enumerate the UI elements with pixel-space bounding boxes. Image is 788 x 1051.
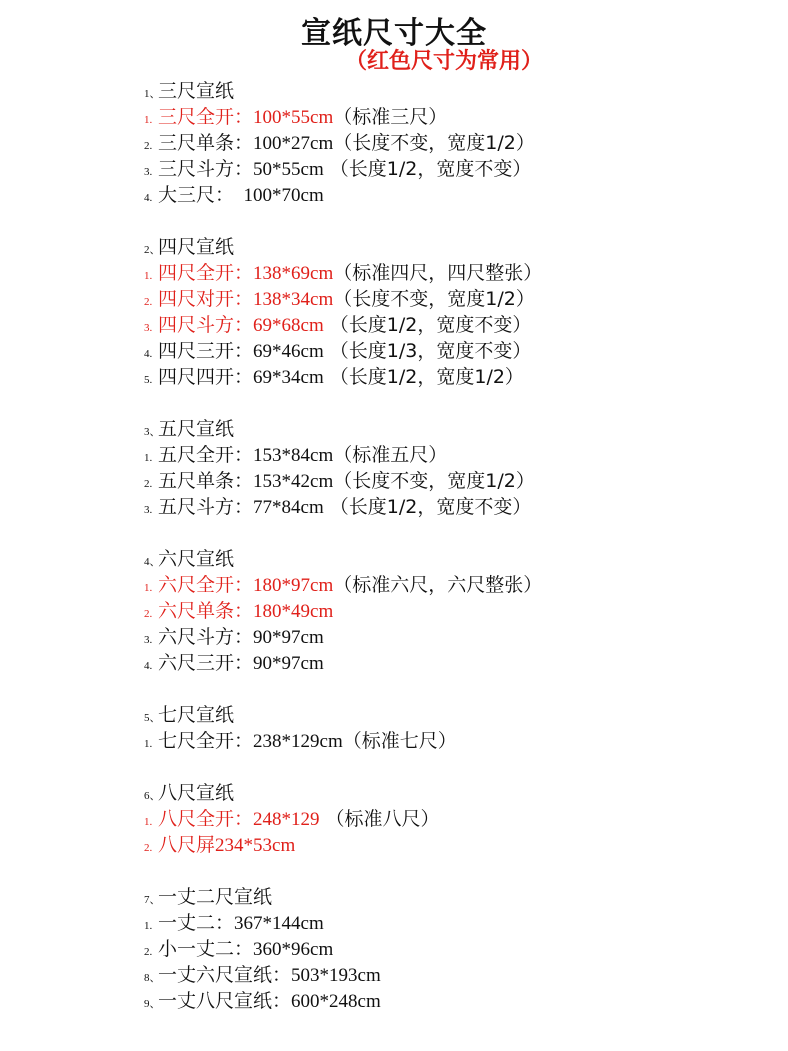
page-title: 宣纸尺寸大全 xyxy=(301,16,487,51)
item-size: 238*129cm xyxy=(253,731,343,752)
item-name: 六尺斗方： xyxy=(158,626,254,648)
item-size: 69*34cm xyxy=(253,367,324,388)
item-note: （标准三尺） xyxy=(333,106,448,128)
item-note: （长度1/2，宽度1/2） xyxy=(323,366,524,388)
item-name: 一丈八尺宣纸： xyxy=(158,990,292,1012)
item-name: 五尺全开： xyxy=(158,444,254,466)
item-size: 50*55cm xyxy=(253,159,324,180)
list-item xyxy=(144,962,542,988)
item-number: 4. xyxy=(144,192,153,204)
item-size: 180*49cm xyxy=(253,601,334,622)
section-title: 三尺宣纸 xyxy=(158,80,235,102)
list-item xyxy=(144,832,542,858)
item-name: 六尺三开： xyxy=(158,652,254,674)
item-name: 六尺单条： xyxy=(158,600,254,622)
item-note: （长度1/2，宽度不变） xyxy=(323,314,532,336)
item-size: 90*97cm xyxy=(253,627,324,648)
section-title: 七尺宣纸 xyxy=(158,704,235,726)
section-number: 7、 xyxy=(144,894,161,906)
section-heading xyxy=(144,884,542,910)
section-number: 1、 xyxy=(144,88,161,100)
list-item xyxy=(144,988,542,1014)
section-title: 四尺宣纸 xyxy=(158,236,235,258)
item-size: 138*69cm xyxy=(253,263,334,284)
section-spacer xyxy=(144,858,542,884)
item-name: 五尺单条： xyxy=(158,470,254,492)
item-note: （长度不变，宽度1/2） xyxy=(333,470,535,492)
section-number: 5、 xyxy=(144,712,161,724)
item-number: 9、 xyxy=(144,998,161,1010)
item-note: （长度1/2，宽度不变） xyxy=(323,496,532,518)
item-name: 一丈六尺宣纸： xyxy=(158,964,292,986)
list-item xyxy=(144,598,542,624)
item-number: 2. xyxy=(144,608,153,620)
item-number: 3. xyxy=(144,504,153,516)
item-size: 248*129 xyxy=(253,809,320,830)
section-spacer xyxy=(144,754,542,780)
page-subtitle: （红色尺寸为常用） xyxy=(344,49,543,74)
item-size: 90*97cm xyxy=(253,653,324,674)
item-name: 三尺全开： xyxy=(158,106,254,128)
item-number: 3. xyxy=(144,634,153,646)
item-note: （长度不变，宽度1/2） xyxy=(333,288,535,310)
list-item xyxy=(144,286,542,312)
item-name: 三尺单条： xyxy=(158,132,254,154)
item-number: 4. xyxy=(144,348,153,360)
item-note: （标准六尺，六尺整张） xyxy=(333,574,543,596)
item-name: 四尺三开： xyxy=(158,340,254,362)
item-name: 四尺斗方： xyxy=(158,314,254,336)
item-note: （标准五尺） xyxy=(333,444,448,466)
list-item xyxy=(144,936,542,962)
item-note: （长度1/2，宽度不变） xyxy=(323,158,532,180)
list-item xyxy=(144,260,542,286)
item-name: 八尺全开： xyxy=(158,808,254,830)
size-list xyxy=(144,78,542,1014)
section-number: 3、 xyxy=(144,426,161,438)
list-item xyxy=(144,364,542,390)
section-heading xyxy=(144,416,542,442)
item-name: 三尺斗方： xyxy=(158,158,254,180)
section-title: 八尺宣纸 xyxy=(158,782,235,804)
list-item xyxy=(144,650,542,676)
item-number: 2. xyxy=(144,140,153,152)
item-number: 1. xyxy=(144,270,153,282)
section-heading xyxy=(144,780,542,806)
list-item xyxy=(144,442,542,468)
list-item xyxy=(144,338,542,364)
list-item xyxy=(144,728,542,754)
item-note: （标准七尺） xyxy=(342,730,457,752)
item-size: 180*97cm xyxy=(253,575,334,596)
item-name: 八尺屏 xyxy=(158,834,216,856)
section-title: 六尺宣纸 xyxy=(158,548,235,570)
list-item xyxy=(144,624,542,650)
list-item xyxy=(144,494,542,520)
list-item xyxy=(144,182,542,208)
section-heading xyxy=(144,702,542,728)
item-note: （长度1/3，宽度不变） xyxy=(323,340,532,362)
item-number: 5. xyxy=(144,374,153,386)
item-note: （标准四尺，四尺整张） xyxy=(333,262,543,284)
section-spacer xyxy=(144,390,542,416)
item-number: 4. xyxy=(144,660,153,672)
item-size: 153*84cm xyxy=(253,445,334,466)
item-name: 大三尺： xyxy=(158,184,235,206)
item-number: 8、 xyxy=(144,972,161,984)
item-size: 138*34cm xyxy=(253,289,334,310)
item-number: 3. xyxy=(144,166,153,178)
item-number: 2. xyxy=(144,478,153,490)
item-number: 1. xyxy=(144,816,153,828)
item-note: （长度不变，宽度1/2） xyxy=(333,132,535,154)
section-number: 4、 xyxy=(144,556,161,568)
item-name: 四尺对开： xyxy=(158,288,254,310)
item-size: 360*96cm xyxy=(253,939,334,960)
list-item xyxy=(144,156,542,182)
section-number: 6、 xyxy=(144,790,161,802)
list-item xyxy=(144,910,542,936)
section-number: 2、 xyxy=(144,244,161,256)
section-heading xyxy=(144,234,542,260)
item-size: 600*248cm xyxy=(291,991,381,1012)
item-number: 2. xyxy=(144,842,153,854)
item-number: 1. xyxy=(144,452,153,464)
item-size: 77*84cm xyxy=(253,497,324,518)
item-number: 1. xyxy=(144,582,153,594)
item-note: （标准八尺） xyxy=(319,808,440,830)
item-name: 七尺全开： xyxy=(158,730,254,752)
item-number: 2. xyxy=(144,946,153,958)
item-size: 69*68cm xyxy=(253,315,324,336)
section-title: 一丈二尺宣纸 xyxy=(158,886,273,908)
item-number: 1. xyxy=(144,738,153,750)
list-item xyxy=(144,312,542,338)
item-name: 小一丈二： xyxy=(158,938,254,960)
item-number: 2. xyxy=(144,296,153,308)
item-size: 153*42cm xyxy=(253,471,334,492)
list-item xyxy=(144,572,542,598)
section-spacer xyxy=(144,520,542,546)
item-size: 69*46cm xyxy=(253,341,324,362)
item-name: 四尺四开： xyxy=(158,366,254,388)
item-name: 六尺全开： xyxy=(158,574,254,596)
section-spacer xyxy=(144,676,542,702)
section-spacer xyxy=(144,208,542,234)
section-title: 五尺宣纸 xyxy=(158,418,235,440)
item-number: 1. xyxy=(144,114,153,126)
section-heading xyxy=(144,546,542,572)
item-size: 100*27cm xyxy=(253,133,334,154)
item-name: 一丈二： xyxy=(158,912,235,934)
item-size: 503*193cm xyxy=(291,965,381,986)
item-size: 100*70cm xyxy=(234,185,324,206)
item-number: 1. xyxy=(144,920,153,932)
list-item xyxy=(144,806,542,832)
item-number: 3. xyxy=(144,322,153,334)
item-size: 100*55cm xyxy=(253,107,334,128)
list-item xyxy=(144,130,542,156)
item-name: 四尺全开： xyxy=(158,262,254,284)
list-item xyxy=(144,468,542,494)
list-item xyxy=(144,104,542,130)
item-size: 234*53cm xyxy=(215,835,296,856)
item-name: 五尺斗方： xyxy=(158,496,254,518)
section-heading xyxy=(144,78,542,104)
item-size: 367*144cm xyxy=(234,913,324,934)
